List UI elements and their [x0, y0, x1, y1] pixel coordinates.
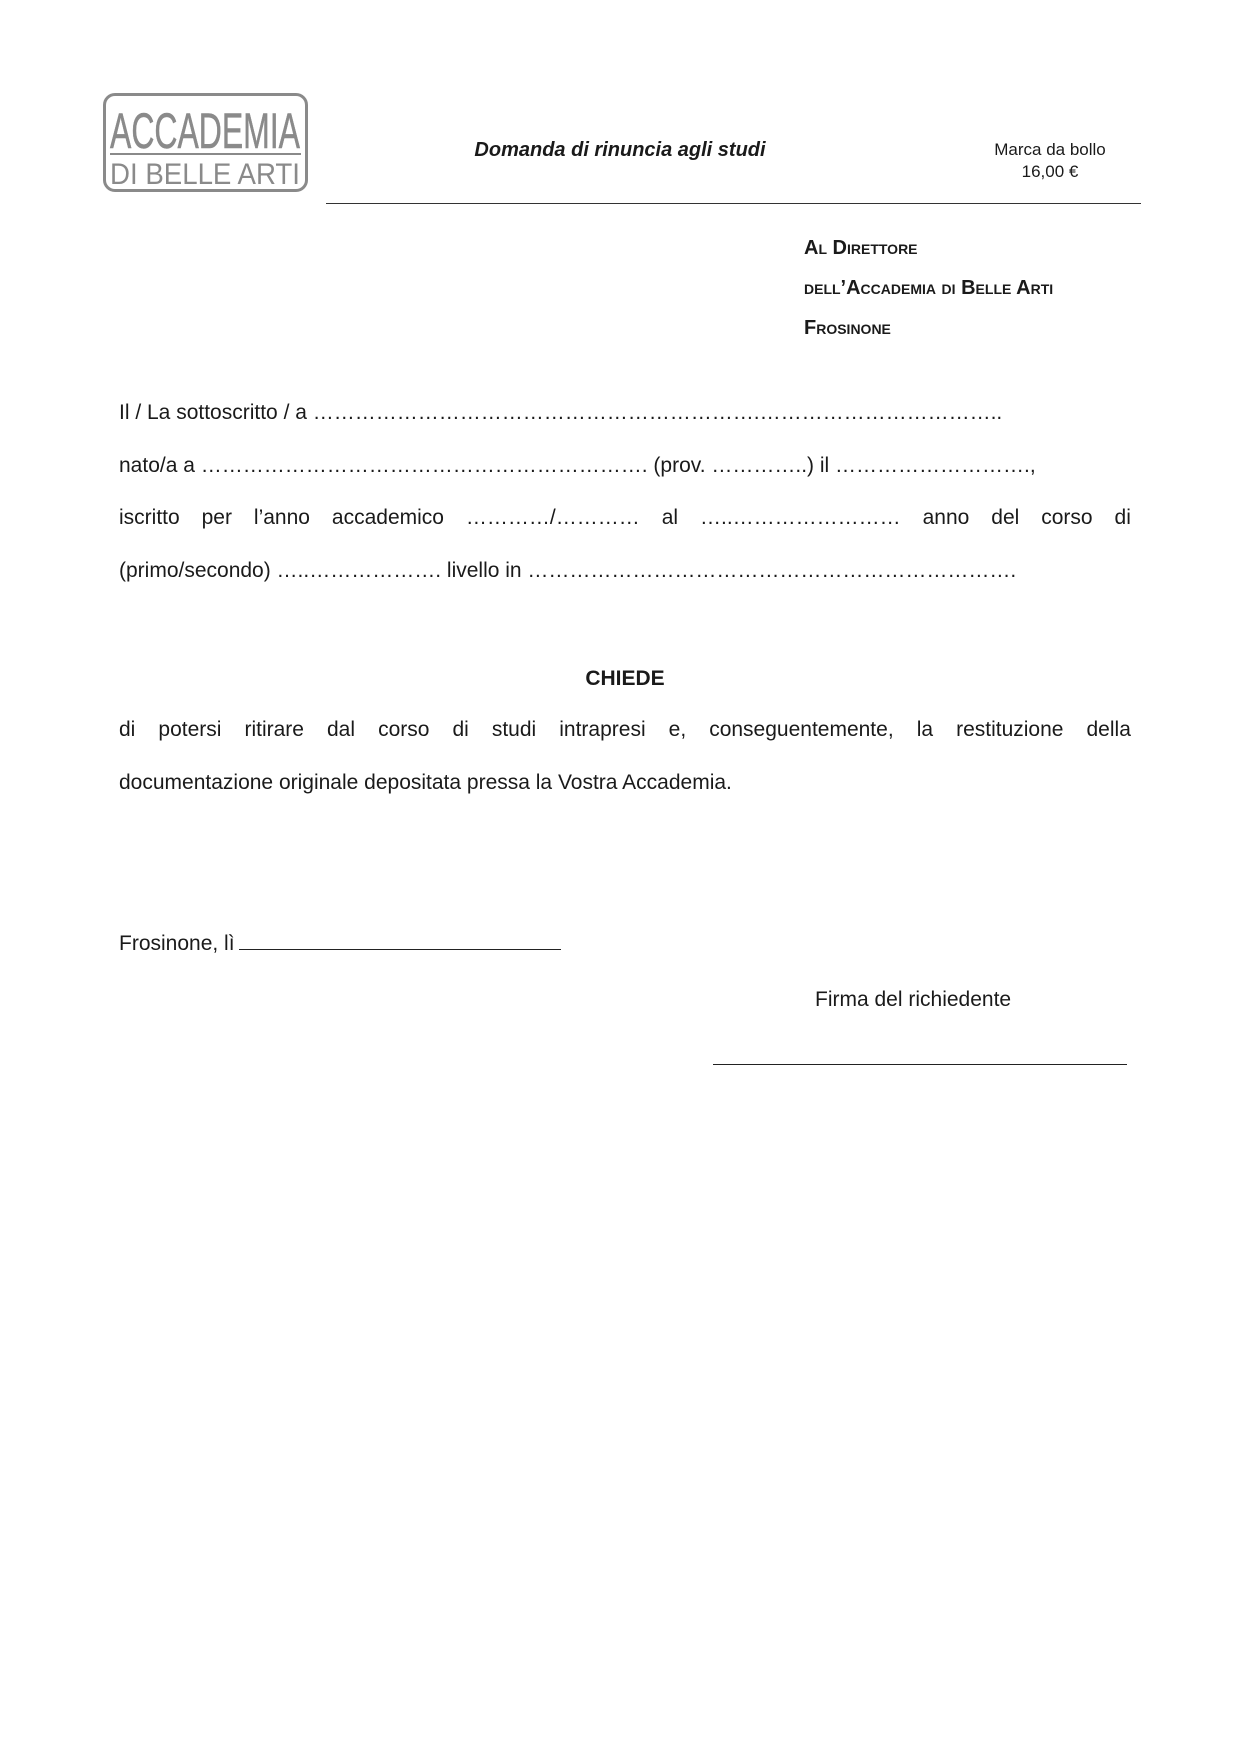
enrollment-word: per — [201, 506, 232, 529]
addressee-line-3: Frosinone — [804, 317, 891, 339]
request-word: ritirare — [244, 718, 304, 741]
request-word: restituzione — [956, 718, 1064, 741]
request-word: studi — [491, 718, 537, 741]
form-line-birth: nato/a a ………………………………………………………. (prov. …………..) il ………………………., — [119, 454, 1036, 477]
request-word: della — [1086, 718, 1131, 741]
enrollment-word: di — [1114, 506, 1131, 529]
addressee-line-1: Al Direttore — [804, 237, 918, 259]
enrollment-word: del — [991, 506, 1020, 529]
place-date-label: Frosinone, lì — [119, 932, 235, 955]
enrollment-word: anno — [922, 506, 970, 529]
request-word: di — [452, 718, 469, 741]
enrollment-word: …………/………… — [465, 506, 640, 529]
enrollment-word: al — [661, 506, 679, 529]
request-text-line-2: documentazione originale depositata pressa la Vostra Accademia. — [119, 771, 732, 794]
logo-line1: ACCADEMIA — [110, 103, 301, 159]
header-divider — [326, 203, 1141, 204]
request-text-line-1 — [119, 718, 1131, 742]
form-line-level: (primo/secondo) …..………………. livello in ……………………………………………………………. — [119, 559, 1017, 582]
form-line-enrollment — [119, 506, 1131, 530]
request-word: di — [119, 718, 136, 741]
addressee-block — [804, 228, 1053, 348]
place-date-field — [119, 929, 1131, 956]
form-line-name: Il / La sottoscritto / a ……………………………………………………….…………………………….. — [119, 401, 1003, 424]
request-word: la — [916, 718, 934, 741]
signature-blank[interactable] — [713, 1064, 1127, 1065]
request-word: conseguentemente, — [709, 718, 894, 741]
request-word: potersi — [158, 718, 222, 741]
request-heading: CHIEDE — [585, 667, 665, 690]
request-word: dal — [327, 718, 356, 741]
revenue-stamp-box — [960, 139, 1140, 183]
request-word: e, — [668, 718, 687, 741]
academy-logo — [103, 93, 308, 192]
enrollment-word: …..…………………… — [700, 506, 901, 529]
enrollment-word: l’anno — [253, 506, 310, 529]
logo-line2: DI BELLE ARTI — [110, 158, 300, 191]
addressee-line-2: dell’Accademia di Belle Arti — [804, 277, 1054, 299]
stamp-amount: 16,00 € — [1021, 162, 1079, 181]
request-word: corso — [378, 718, 430, 741]
enrollment-word: iscritto — [119, 506, 180, 529]
date-blank[interactable] — [239, 929, 561, 950]
signature-label: Firma del richiedente — [815, 988, 1012, 1011]
stamp-label: Marca da bollo — [994, 140, 1106, 159]
enrollment-word: accademico — [331, 506, 444, 529]
document-title: Domanda di rinuncia agli studi — [474, 139, 766, 161]
request-word: intrapresi — [559, 718, 646, 741]
enrollment-word: corso — [1041, 506, 1093, 529]
